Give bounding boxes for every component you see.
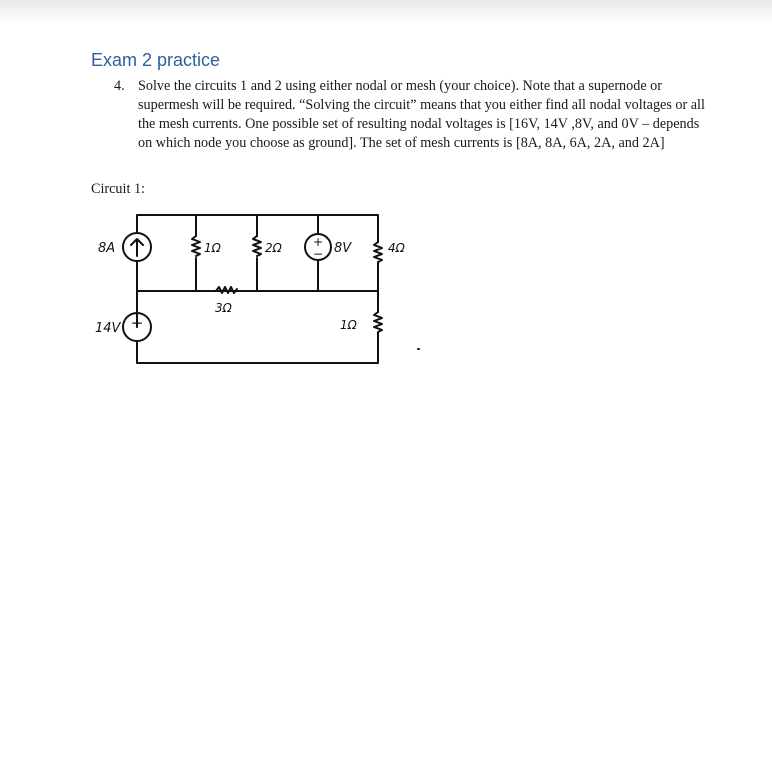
label-8v: 8V xyxy=(334,241,352,256)
problem-number: 4. xyxy=(114,78,125,94)
resistor-4-ohm-top xyxy=(374,242,382,262)
page-heading: Exam 2 practice xyxy=(91,50,221,70)
label-r1-top: 1Ω xyxy=(204,241,221,255)
circuit-label: Circuit 1: xyxy=(91,181,145,197)
wire-left-bottom xyxy=(137,340,378,363)
label-r2-top: 2Ω xyxy=(265,241,282,255)
label-r4-top: 4Ω xyxy=(388,241,405,255)
plus-sign-8v: + xyxy=(312,235,324,249)
plus-sign-14v: + xyxy=(130,314,144,332)
label-r1-right: 1Ω xyxy=(340,318,357,332)
current-arrow-up xyxy=(131,239,143,256)
resistor-2-ohm-top xyxy=(253,236,261,256)
label-r3-middle: 3Ω xyxy=(215,301,232,315)
label-14v: 14V xyxy=(95,321,121,336)
label-8a: 8A xyxy=(98,241,116,256)
resistor-1-ohm-top xyxy=(192,236,200,256)
problem-text: Solve the circuits 1 and 2 using either nodal or mesh (your choice). Note that a supernode or supermesh will be required. “Solving the circuit” means that you either find all nodal voltages or all the mesh currents. One possible set of resulting nodal voltages is [16V, 14V ,8V, and 0V – depends on which node you choose as ground]. The set of mesh currents is [8A, 8A, 6A, 2A, and 2A] xyxy=(138,78,705,151)
resistor-1-ohm-right xyxy=(374,312,382,340)
minus-sign-8v: − xyxy=(312,247,324,261)
